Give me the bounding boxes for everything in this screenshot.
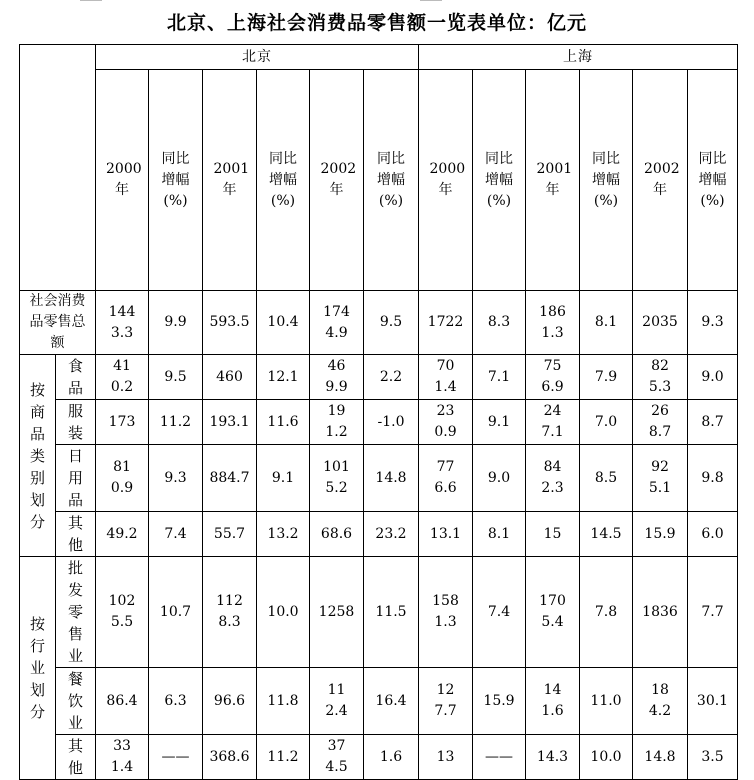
table-cell: 1861.3	[526, 291, 580, 355]
table-cell: 14.3	[526, 735, 580, 780]
table-cell: 10.0	[580, 735, 633, 780]
table-cell: 173	[96, 400, 149, 445]
table-cell: 13	[419, 735, 473, 780]
table-cell: 9.5	[364, 291, 419, 355]
table-cell: 884.7	[203, 445, 257, 512]
table-cell: 11.2	[149, 400, 203, 445]
column-header: 同比增幅(%)	[257, 70, 310, 291]
crop-mark	[420, 0, 442, 2]
table-cell: 8.1	[580, 291, 633, 355]
table-cell: 268.7	[633, 400, 688, 445]
table-row	[20, 445, 738, 512]
table-cell: 30.1	[688, 668, 738, 735]
table-cell: 7.9	[580, 355, 633, 400]
table-cell: 9.1	[473, 400, 526, 445]
table-cell: 8.7	[688, 400, 738, 445]
table-cell: 9.9	[149, 291, 203, 355]
column-header: 同比增幅(%)	[473, 70, 526, 291]
table-row	[20, 668, 738, 735]
table-cell: 1015.2	[310, 445, 364, 512]
column-header: 同比增幅(%)	[688, 70, 738, 291]
column-header: 2001年	[203, 70, 257, 291]
table-cell: 1744.9	[310, 291, 364, 355]
table-cell: 7.7	[688, 557, 738, 668]
table-cell: 10.0	[257, 557, 310, 668]
table-cell: 9.5	[149, 355, 203, 400]
table-row	[20, 291, 738, 355]
table-cell: 96.6	[203, 668, 257, 735]
table-cell: 925.1	[633, 445, 688, 512]
column-header-row	[20, 70, 738, 291]
table-row	[20, 400, 738, 445]
table-cell: 1128.3	[203, 557, 257, 668]
table-cell: 460	[203, 355, 257, 400]
row-label: 食品	[56, 355, 96, 400]
retail-sales-table	[19, 44, 738, 780]
table-cell: 230.9	[419, 400, 473, 445]
table-cell: 8.5	[580, 445, 633, 512]
table-cell: -1.0	[364, 400, 419, 445]
table-cell: 86.4	[96, 668, 149, 735]
table-row	[20, 512, 738, 557]
row-label: 其他	[56, 512, 96, 557]
city-header-shanghai: 上海	[419, 45, 738, 70]
row-label: 餐饮业	[56, 668, 96, 735]
table-cell: 593.5	[203, 291, 257, 355]
table-cell: 8.3	[473, 291, 526, 355]
table-cell: 9.1	[257, 445, 310, 512]
table-cell: 141.6	[526, 668, 580, 735]
column-header: 同比增幅(%)	[364, 70, 419, 291]
table-cell: 2.2	[364, 355, 419, 400]
column-header: 2000年	[419, 70, 473, 291]
table-cell: 9.3	[688, 291, 738, 355]
table-cell: 184.2	[633, 668, 688, 735]
table-cell: 8.1	[473, 512, 526, 557]
column-header: 2001年	[526, 70, 580, 291]
table-cell: ——	[149, 735, 203, 780]
row-label: 服装	[56, 400, 96, 445]
table-cell: 14.8	[633, 735, 688, 780]
group-label-industry: 按行业划分	[20, 557, 56, 780]
table-cell: 11.6	[257, 400, 310, 445]
table-row	[20, 355, 738, 400]
table-cell: 14.5	[580, 512, 633, 557]
table-cell: 247.1	[526, 400, 580, 445]
table-cell: 68.6	[310, 512, 364, 557]
table-cell: 1025.5	[96, 557, 149, 668]
table-cell: 825.3	[633, 355, 688, 400]
row-label: 批发零售业	[56, 557, 96, 668]
table-cell: 6.3	[149, 668, 203, 735]
table-cell: 49.2	[96, 512, 149, 557]
table-cell: 127.7	[419, 668, 473, 735]
table-cell: 11.5	[364, 557, 419, 668]
table-cell: 15	[526, 512, 580, 557]
table-cell: 15.9	[633, 512, 688, 557]
table-cell: 193.1	[203, 400, 257, 445]
row-label: 日用品	[56, 445, 96, 512]
table-cell: 1836	[633, 557, 688, 668]
row-label: 其他	[56, 735, 96, 780]
table-cell: 7.0	[580, 400, 633, 445]
table-cell: 23.2	[364, 512, 419, 557]
corner-cell	[20, 45, 96, 291]
table-cell: 9.0	[688, 355, 738, 400]
column-header: 同比增幅(%)	[580, 70, 633, 291]
table-cell: 1705.4	[526, 557, 580, 668]
table-cell: 368.6	[203, 735, 257, 780]
table-cell: 701.4	[419, 355, 473, 400]
table-cell: 10.4	[257, 291, 310, 355]
table-cell: 10.7	[149, 557, 203, 668]
table-cell: 776.6	[419, 445, 473, 512]
table-cell: 1722	[419, 291, 473, 355]
table-cell: 7.1	[473, 355, 526, 400]
table-cell: 374.5	[310, 735, 364, 780]
table-cell: 1258	[310, 557, 364, 668]
table-cell: 756.9	[526, 355, 580, 400]
column-header: 同比增幅(%)	[149, 70, 203, 291]
table-row	[20, 557, 738, 668]
table-cell: 7.4	[149, 512, 203, 557]
column-header: 2002年	[633, 70, 688, 291]
table-cell: 810.9	[96, 445, 149, 512]
group-label-category: 按商品类别划分	[20, 355, 56, 557]
table-cell: 410.2	[96, 355, 149, 400]
crop-mark	[80, 0, 102, 2]
page-title: 北京、上海社会消费品零售额一览表单位：亿元	[166, 12, 587, 34]
table-cell: 11.8	[257, 668, 310, 735]
table-cell: 1581.3	[419, 557, 473, 668]
table-cell: 14.8	[364, 445, 419, 512]
table-cell: 1443.3	[96, 291, 149, 355]
column-header: 2002年	[310, 70, 364, 291]
table-cell: 7.4	[473, 557, 526, 668]
table-cell: 331.4	[96, 735, 149, 780]
table-cell: 15.9	[473, 668, 526, 735]
table-cell: 9.8	[688, 445, 738, 512]
table-cell: 6.0	[688, 512, 738, 557]
city-header-beijing: 北京	[96, 45, 419, 70]
table-cell: 55.7	[203, 512, 257, 557]
column-header: 2000年	[96, 70, 149, 291]
table-cell: 9.0	[473, 445, 526, 512]
table-cell: 842.3	[526, 445, 580, 512]
table-cell: ——	[473, 735, 526, 780]
table-cell: 112.4	[310, 668, 364, 735]
table-row	[20, 735, 738, 780]
table-cell: 469.9	[310, 355, 364, 400]
table-cell: 9.3	[149, 445, 203, 512]
table-cell: 2035	[633, 291, 688, 355]
table-cell: 12.1	[257, 355, 310, 400]
table-cell: 7.8	[580, 557, 633, 668]
table-cell: 11.0	[580, 668, 633, 735]
table-cell: 1.6	[364, 735, 419, 780]
table-cell: 13.2	[257, 512, 310, 557]
table-cell: 3.5	[688, 735, 738, 780]
row-label: 社会消费品零售总额	[20, 291, 96, 355]
table-cell: 191.2	[310, 400, 364, 445]
table-cell: 11.2	[257, 735, 310, 780]
table-cell: 13.1	[419, 512, 473, 557]
table-cell: 16.4	[364, 668, 419, 735]
